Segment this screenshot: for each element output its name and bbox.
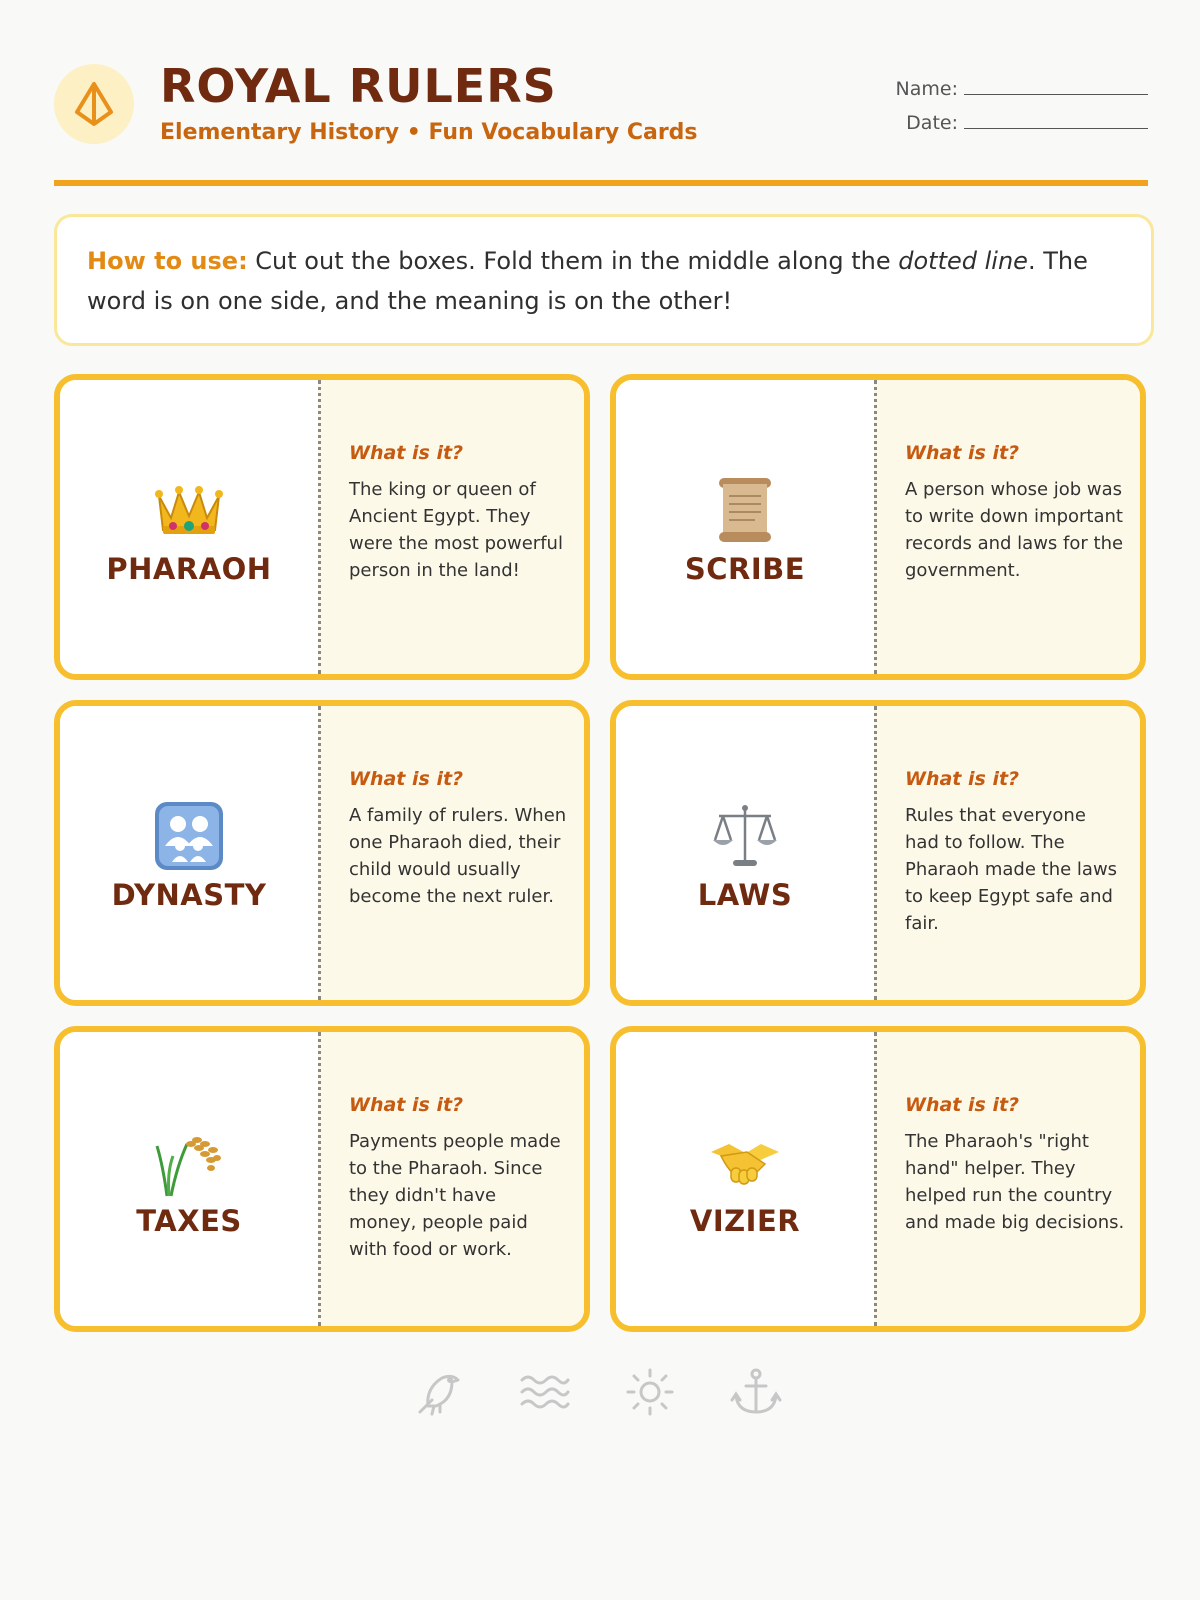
crown-icon xyxy=(60,474,318,546)
instructions-text-1: Cut out the boxes. Fold them in the middle along the xyxy=(247,247,899,275)
grain-icon xyxy=(60,1126,318,1198)
footer-decorations xyxy=(412,1366,782,1418)
card-definition: A family of rulers. When one Pharaoh died, their child would usually become the next ruler. xyxy=(349,805,567,907)
card-definition: The Pharaoh's "right hand" helper. They helped run the country and made big decisions. xyxy=(905,1131,1125,1233)
name-field[interactable] xyxy=(896,72,1148,106)
vocab-card-pharaoh[interactable] xyxy=(54,374,590,680)
date-field[interactable] xyxy=(896,106,1148,140)
card-definition: A person whose job was to write down important records and laws for the government. xyxy=(905,479,1124,581)
name-label: Name: xyxy=(895,78,958,100)
instructions-emphasis: dotted line xyxy=(898,247,1028,275)
card-definition: The king or queen of Ancient Egypt. They were the most powerful person in the land! xyxy=(349,479,563,581)
vocab-card-vizier[interactable] xyxy=(610,1026,1146,1332)
family-icon xyxy=(60,800,318,872)
name-date-fields xyxy=(896,72,1148,140)
card-word: PHARAOH xyxy=(106,552,272,586)
card-question: What is it? xyxy=(349,1094,464,1116)
water-waves-icon xyxy=(518,1366,570,1418)
instructions-box xyxy=(54,214,1154,346)
pyramid-icon xyxy=(54,64,134,144)
vocab-card-laws[interactable] xyxy=(610,700,1146,1006)
page-title: ROYAL RULERS xyxy=(160,59,557,113)
card-word: LAWS xyxy=(697,878,793,912)
card-question: What is it? xyxy=(905,768,1020,790)
card-question: What is it? xyxy=(349,768,464,790)
scales-icon xyxy=(616,800,874,872)
instructions-lead: How to use: xyxy=(87,247,248,275)
header-divider xyxy=(54,180,1148,186)
card-definition: Rules that everyone had to follow. The Pharaoh made the laws to keep Egypt safe and fair. xyxy=(905,805,1118,934)
card-question: What is it? xyxy=(349,442,464,464)
card-word: SCRIBE xyxy=(684,552,806,586)
handshake-icon xyxy=(616,1126,874,1198)
page-header xyxy=(54,58,1148,188)
card-word: DYNASTY xyxy=(111,878,267,912)
anchor-icon xyxy=(730,1366,782,1418)
card-definition: Payments people made to the Pharaoh. Since they didn't have money, people paid with food or work. xyxy=(349,1131,561,1260)
vocab-card-dynasty[interactable] xyxy=(54,700,590,1006)
sun-icon xyxy=(624,1366,676,1418)
card-word: VIZIER xyxy=(689,1204,801,1238)
vocab-card-taxes[interactable] xyxy=(54,1026,590,1332)
scroll-icon xyxy=(616,474,874,546)
bird-icon xyxy=(412,1366,464,1418)
card-word: TAXES xyxy=(136,1204,242,1238)
instructions-text-2: . The word is on one side, and the meaning is on the other! xyxy=(87,247,1088,315)
card-question: What is it? xyxy=(905,442,1020,464)
page-subtitle: Elementary History • Fun Vocabulary Cards xyxy=(160,120,698,145)
vocab-card-scribe[interactable] xyxy=(610,374,1146,680)
card-question: What is it? xyxy=(905,1094,1020,1116)
date-label: Date: xyxy=(906,112,958,134)
